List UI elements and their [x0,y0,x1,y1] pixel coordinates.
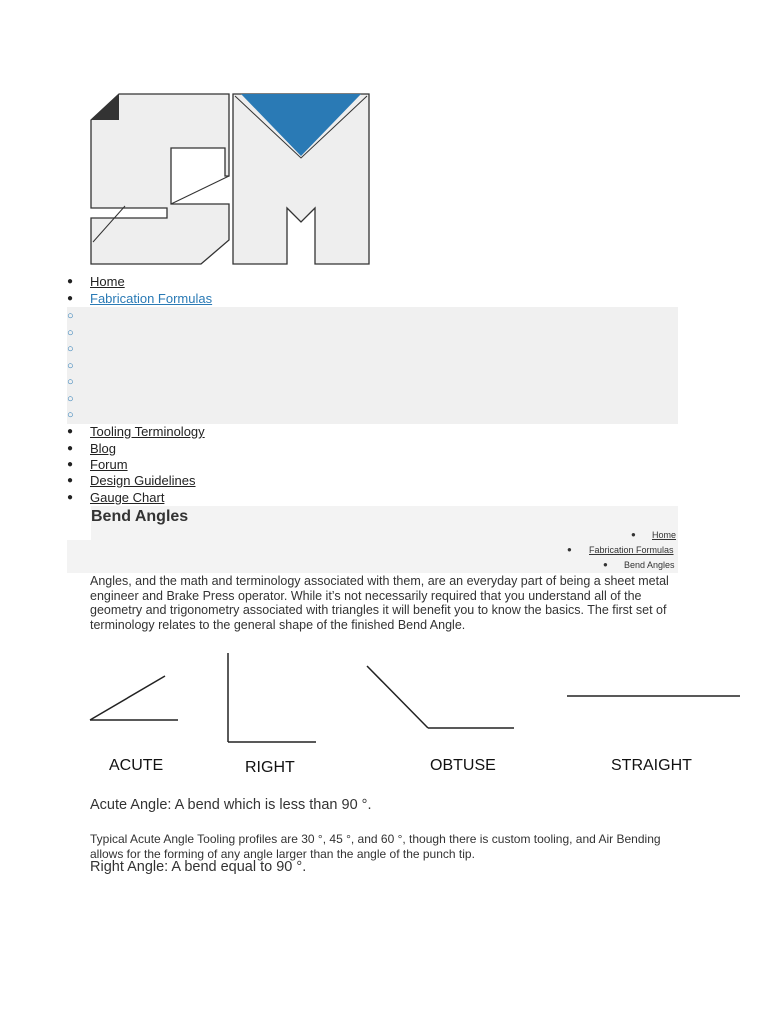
submenu-bullet[interactable]: ○ [67,360,74,372]
page-title: Bend Angles [91,508,189,525]
nav-link-blog[interactable]: Blog [90,441,117,456]
nav-bullet: ● [67,293,74,304]
figure-label-obtuse: OBTUSE [430,757,496,774]
breadcrumb-link-home[interactable]: Home [652,530,677,540]
submenu-bullet[interactable]: ○ [67,376,74,388]
nav-bullet: ● [67,475,74,486]
breadcrumb-current: Bend Angles [624,560,675,570]
breadcrumb-item-fabrication-formulas [567,544,674,556]
right-angle-figure [228,653,316,742]
submenu-bullet[interactable]: ○ [67,343,74,355]
obtuse-angle-figure [367,666,514,728]
submenu-bullet[interactable]: ○ [67,409,74,421]
figure-label-right: RIGHT [245,759,295,776]
nav-bullet: ● [67,443,74,454]
intro-paragraph: Angles, and the math and terminology associated with them, are an everyday part of being a sheet metal engineer and Brake Press operator. While it’s not necessarily required that you understand all of the geometry and trigonometry associated with triangles it will benefit you to know the basics. The first set of terminology relates to the general shape of the finished Bend Angle. [90,574,669,632]
submenu-bullet[interactable]: ○ [67,393,74,405]
nav-link-design-guidelines[interactable]: Design Guidelines [90,473,196,488]
nav-bullet: ● [67,492,74,503]
nav-link-forum[interactable]: Forum [90,457,128,472]
acute-angle-figure [90,676,178,720]
bend-angle-diagram [85,648,745,780]
breadcrumb-link-fabrication-formulas[interactable]: Fabrication Formulas [589,545,674,555]
nav-link-fabrication-formulas[interactable]: Fabrication Formulas [90,291,213,306]
acute-angle-heading: Acute Angle: A bend which is less than 90 °. [90,797,372,813]
submenu-bullet[interactable]: ○ [67,327,74,339]
breadcrumb-item-bend-angles [603,559,675,571]
acute-angle-description: Typical Acute Angle Tooling profiles are 30 °, 45 °, and 60 °, though there is custom tooling, and Air Bending allows for the forming of any angle larger than the angle of the punch tip. [90,832,661,861]
nav-link-gauge-chart[interactable]: Gauge Chart [90,490,165,505]
nav-link-tooling-terminology[interactable]: Tooling Terminology [90,424,205,439]
nav-link-home[interactable]: Home [90,274,125,289]
site-logo[interactable] [89,92,371,266]
nav-bullet: ● [67,459,74,470]
figure-label-straight: STRAIGHT [611,757,692,774]
breadcrumb-bullet: ● [603,560,608,569]
figure-label-acute: ACUTE [109,757,164,774]
nav-bullet: ● [67,276,74,287]
submenu-bullet[interactable]: ○ [67,310,74,322]
right-angle-heading: Right Angle: A bend equal to 90 °. [90,859,307,875]
breadcrumb-bullet: ● [631,530,636,539]
breadcrumb-item-home [631,529,676,541]
breadcrumb-bullet: ● [567,545,572,554]
fabrication-submenu [67,307,678,424]
nav-bullet: ● [67,426,74,437]
title-bar-notch [67,506,91,540]
